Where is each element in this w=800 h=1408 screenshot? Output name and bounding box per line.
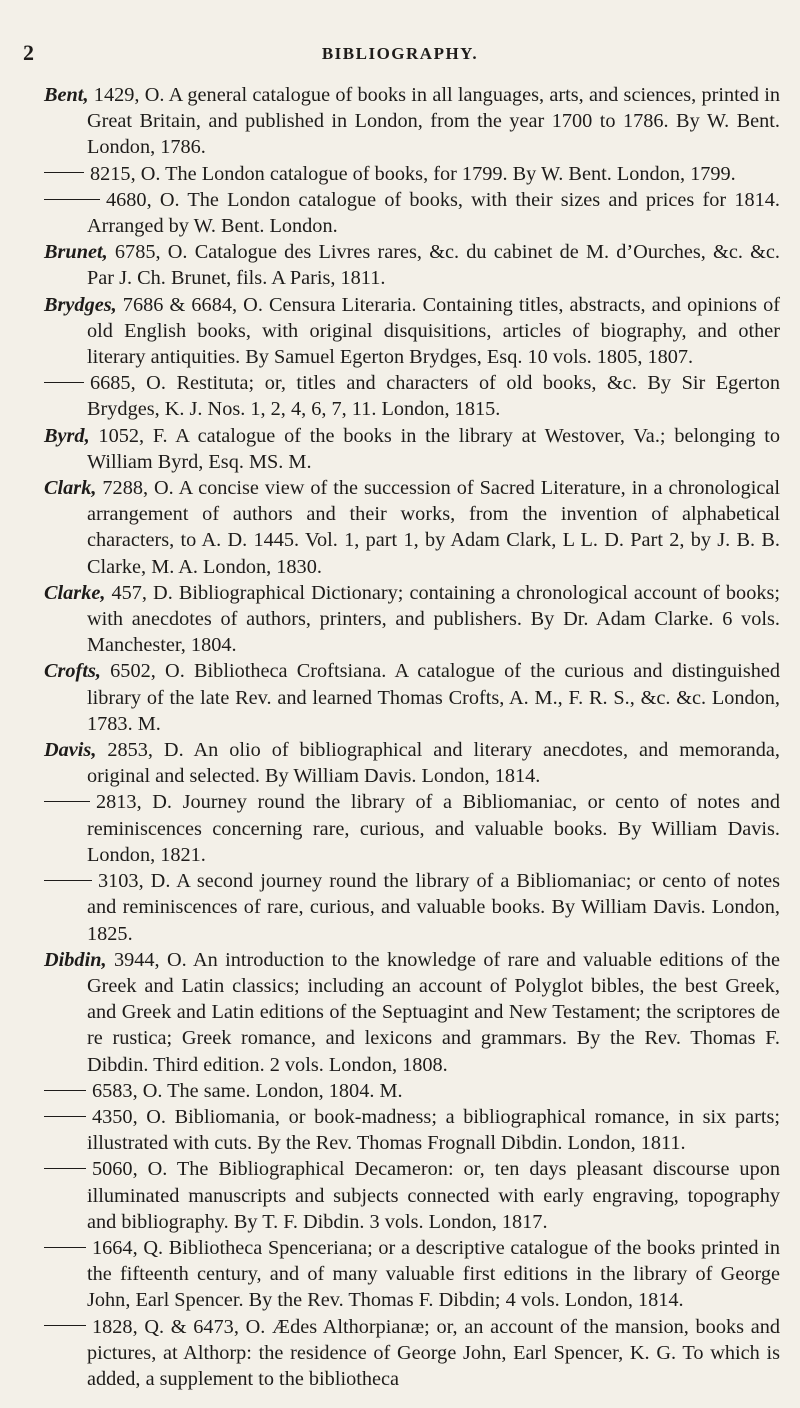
bibliography-entry [44, 868, 780, 947]
entry-text: 1828, Q. & 6473, O. Ædes Althorpianæ; or, an account of the mansion, books and pictures, at Althorp: the residence of George John, Earl Spencer, K. G. To which is added, a supplement to the bibliotheca [87, 1315, 780, 1390]
bibliography-entry [44, 1314, 780, 1393]
bibliography-entry [44, 658, 780, 737]
entry-text: 457, D. Bibliographical Dictionary; containing a chronological account of books; with anecdotes of authors, printers, and publishers. By Dr. Adam Clarke. 6 vols. Manchester, 1804. [87, 581, 780, 657]
entry-text: 7686 & 6684, O. Censura Literaria. Containing titles, abstracts, and opinions of old English books, with original disquisitions, articles of biography, and other literary antiquities. By Samuel Egerton Brydges, Esq. 10 vols. 1805, 1807. [87, 293, 780, 369]
entry-text: 1429, O. A general catalogue of books in all languages, arts, and sciences, printed in Great Britain, and published in London, from the year 1700 to 1786. By W. Bent. London, 1786. [87, 84, 780, 159]
entry-text: 8215, O. The London catalogue of books, for 1799. By W. Bent. London, 1799. [90, 162, 736, 185]
bibliography-entry [44, 161, 780, 187]
entry-text: 6502, O. Bibliotheca Croftsiana. A catalogue of the curious and distinguished library of the late Rev. and learned Thomas Crofts, A. M., F. R. S., &c. &c. London, 1783. M. [87, 660, 780, 735]
page-number: 2 [23, 40, 34, 65]
bibliography-entry [44, 475, 780, 580]
entry-author: Brunet, [44, 241, 108, 264]
bibliography-entry [44, 187, 780, 239]
entry-author: Brydges, [44, 293, 117, 316]
bibliography-entry [44, 239, 780, 291]
ditto-dash [44, 801, 90, 802]
entry-text: 6685, O. Restituta; or, titles and characters of old books, &c. By Sir Egerton Brydges, K. J. Nos. 1, 2, 4, 6, 7, 11. London, 1815. [87, 372, 780, 421]
bibliography-entry [44, 292, 780, 371]
running-head: BIBLIOGRAPHY. [321, 44, 479, 63]
ditto-dash [44, 1168, 86, 1169]
bibliography-entry [44, 423, 780, 475]
ditto-dash [44, 1116, 86, 1117]
entry-author: Clark, [44, 477, 97, 500]
bibliography-entry [44, 1235, 780, 1314]
entry-author: Clarke, [44, 581, 106, 604]
entry-text: 4680, O. The London catalogue of books, with their sizes and prices for 1814. Arranged by W. Bent. London. [87, 188, 780, 238]
bibliography-entry [44, 370, 780, 422]
bibliography-entry [44, 1104, 780, 1156]
entry-text: 5060, O. The Bibliographical Decameron: or, ten days pleasant discourse upon illuminated manuscripts and subjects connected with early engraving, topography and bibliography. By T. F. Dibdin. 3 vols. London, 1817. [87, 1158, 780, 1233]
ditto-dash [44, 1247, 86, 1248]
entry-text: 2853, D. An olio of bibliographical and literary anecdotes, and memoranda, original and selected. By William Davis. London, 1814. [87, 739, 780, 788]
ditto-dash [44, 382, 84, 383]
ditto-dash [44, 1090, 86, 1091]
entry-text: 3103, D. A second journey round the library of a Bibliomaniac; or cento of notes and reminiscences of rare, curious, and valuable books. By William Davis. London, 1825. [87, 870, 780, 945]
ditto-dash [44, 199, 100, 200]
entry-author: Bent, [44, 84, 89, 106]
ditto-dash [44, 1325, 86, 1326]
bibliography-entries [44, 82, 780, 1392]
bibliography-entry [44, 580, 780, 659]
bibliography-entry [44, 1078, 780, 1104]
bibliography-entry [44, 789, 780, 868]
bibliography-entry [44, 947, 780, 1078]
ditto-dash [44, 880, 92, 881]
bibliography-entry [44, 82, 780, 161]
entry-text: 6583, O. The same. London, 1804. M. [92, 1079, 403, 1102]
entry-author: Crofts, [44, 660, 101, 683]
entry-author: Davis, [44, 739, 97, 762]
entry-text: 7288, O. A concise view of the succession of Sacred Literature, in a chronological arrangement of authors and their works, from the invention of alphabetical characters, to A. D. 1445. Vol. 1, part 1, by Adam Clark, L L. D. Part 2, by J. B. B. Clarke, M. A. London, 1830. [87, 477, 780, 578]
entry-text: 3944, O. An introduction to the knowledge of rare and valuable editions of the Greek and Latin classics; including an account of Polyglot bibles, the best Greek, and Greek and Latin editions of the Septuagint and New Testament; the scriptores de re rustica; Greek romance, and lexicons and grammars. By the Rev. Thomas F. Dibdin. Third edition. 2 vols. London, 1808. [87, 948, 780, 1076]
bibliography-entry [44, 737, 780, 789]
entry-author: Byrd, [44, 424, 90, 447]
ditto-dash [44, 172, 84, 173]
entry-text: 1052, F. A catalogue of the books in the library at Westover, Va.; belonging to William Byrd, Esq. MS. M. [87, 424, 780, 473]
entry-author: Dibdin, [44, 948, 107, 971]
entry-text: 2813, D. Journey round the library of a Bibliomaniac, or cento of notes and reminiscences concerning rare, curious, and valuable books. By William Davis. London, 1821. [87, 791, 780, 866]
bibliography-entry [44, 1156, 780, 1235]
entry-text: 1664, Q. Bibliotheca Spenceriana; or a descriptive catalogue of the books printed in the fifteenth century, and of many valuable first editions in the library of George John, Earl Spencer. By the Rev. Thomas F. Dibdin; 4 vols. London, 1814. [87, 1236, 780, 1312]
entry-text: 6785, O. Catalogue des Livres rares, &c. du cabinet de M. d’Ourches, &c. &c. Par J. Ch. Brunet, fils. A Paris, 1811. [87, 241, 780, 290]
entry-text: 4350, O. Bibliomania, or book-madness; a bibliographical romance, in six parts; illustrated with cuts. By the Rev. Thomas Frognall Dibdin. London, 1811. [87, 1105, 780, 1155]
